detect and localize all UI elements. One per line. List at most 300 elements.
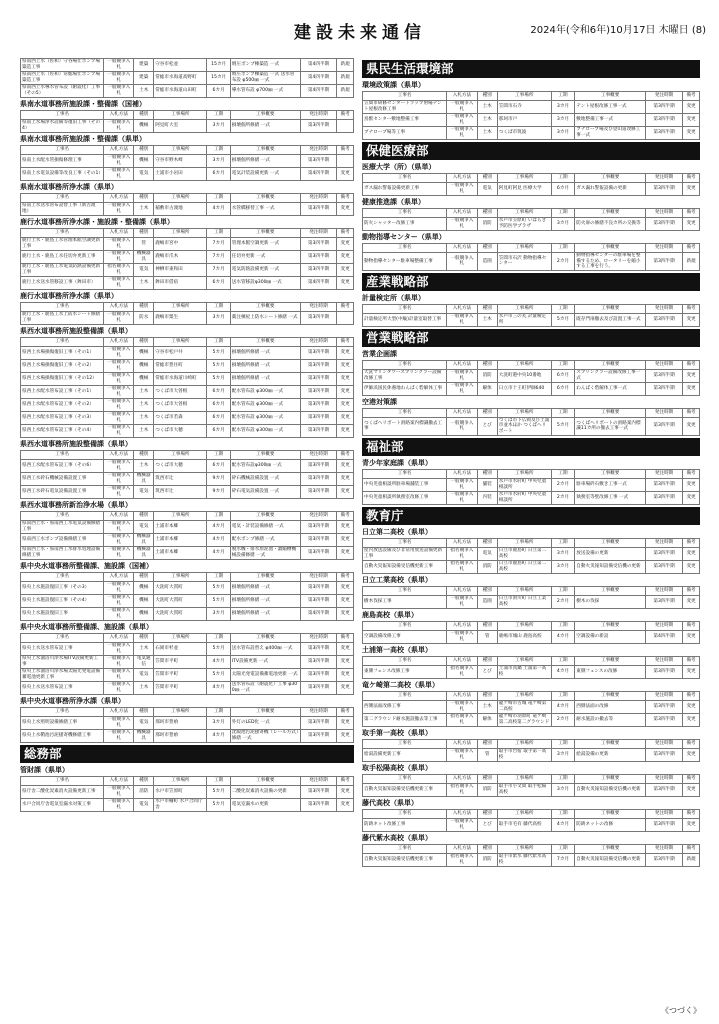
project-table <box>362 173 700 196</box>
table-cell: 一般競争入札 <box>447 313 477 326</box>
table-header-row <box>21 634 354 643</box>
table-cell: 第3四半期 <box>300 373 337 386</box>
table-cell: 自動火災報知設備受信機の更新 <box>575 853 646 866</box>
column-header: 工事概要 <box>575 174 646 183</box>
table-cell: 変更 <box>337 786 354 799</box>
table-cell: 一般競争入札 <box>447 382 477 395</box>
table-cell: 消防 <box>477 369 497 382</box>
table-cell: 一般競争入札 <box>447 417 477 435</box>
table-cell: 第4四半期 <box>300 85 337 98</box>
table-header-row <box>21 194 354 203</box>
table-cell: 一般競争入札 <box>104 717 134 730</box>
column-header: 工期 <box>551 408 575 417</box>
table-cell: 土木 <box>134 203 154 216</box>
table-cell: 東側フェンス改修工事 <box>363 665 447 678</box>
column-header: 工事概要 <box>575 586 646 595</box>
column-header: 発注時期 <box>646 656 683 665</box>
table-row <box>21 460 354 473</box>
table-cell: 新規 <box>337 72 354 85</box>
table-cell: 変更 <box>337 360 354 373</box>
table-row <box>363 700 700 713</box>
office-heading: 健康推進課（県単） <box>362 198 425 206</box>
table-cell: 一般競争入札 <box>447 748 477 761</box>
table-cell: 損壊個所修繕 一式 <box>230 608 300 621</box>
column-header: 工事概要 <box>230 708 300 717</box>
column-header: 工期 <box>207 451 230 460</box>
table-cell: 変更 <box>337 534 354 547</box>
table-cell: 変更 <box>683 183 700 196</box>
table-cell: 電気 <box>134 486 154 499</box>
table-cell: 機械器具 <box>134 534 154 547</box>
table-cell: 指名競争入札 <box>447 560 477 573</box>
office-heading: 環境政策課（県単） <box>362 81 425 89</box>
column-header: 発注時期 <box>300 338 337 347</box>
table-cell: 4カ月 <box>207 730 230 743</box>
table-cell: 消防 <box>134 786 154 799</box>
office-heading: 県西水道事務所施設整備課（県単） <box>20 327 132 335</box>
column-header: 工事概要 <box>575 691 646 700</box>
table-cell: 自動火災報知設備受信機の更新 <box>575 783 646 796</box>
table-cell: 4カ月 <box>207 521 230 534</box>
table-cell: 第3四半期 <box>300 399 337 412</box>
table-cell: 損壊個所修繕 一式 <box>230 373 300 386</box>
table-cell: 変更 <box>337 347 354 360</box>
table-cell: 変更 <box>337 473 354 486</box>
project-table <box>20 302 354 325</box>
table-cell: 第3四半期 <box>300 203 337 216</box>
table-cell: 土木 <box>477 313 497 326</box>
issue-date: 2024年(令和6年)10月17日 木曜日 (8) <box>530 25 706 36</box>
table-cell: 第3四半期 <box>300 643 337 656</box>
table-cell: 変更 <box>683 382 700 395</box>
column-header: 工事名 <box>21 229 104 238</box>
newspaper-title: 建設未来通信 <box>294 23 426 43</box>
table-cell: 県西上水場損傷復旧工事（その12） <box>21 373 104 386</box>
table-cell: 既存門扉撤去及び設置工事一式 <box>575 313 646 326</box>
column-header: 入札方法 <box>447 408 477 417</box>
column-header: 工事概要 <box>230 229 300 238</box>
table-header-row <box>21 146 354 155</box>
column-header: 工事名 <box>363 92 447 101</box>
column-header: 工事場所 <box>154 573 207 582</box>
column-header: 工事場所 <box>497 408 551 417</box>
table-header-row <box>21 777 354 786</box>
table-cell: 笠間市平町 <box>154 682 207 695</box>
table-cell: 指名競争入札 <box>447 713 477 726</box>
column-header: 工事概要 <box>230 194 300 203</box>
table-cell: 一般競争入札 <box>447 700 477 713</box>
table-cell: 一般競争入札 <box>104 399 134 412</box>
table-cell: 執務室等壁改修工事 一式 <box>575 491 646 504</box>
office-heading: 県中央水道事務所整備課、施設課（県単） <box>20 623 153 631</box>
office-heading: 県西水道事務所新治浄水場（県単） <box>20 501 132 509</box>
column-header: 工事名 <box>363 244 447 253</box>
column-header: 備考 <box>337 229 354 238</box>
table-cell: 第3四半期 <box>300 682 337 695</box>
table-cell: 変更 <box>337 717 354 730</box>
table-cell: 第3四半期 <box>646 853 683 866</box>
table-cell: 2カ月 <box>551 478 575 491</box>
table-cell: 変更 <box>337 799 354 812</box>
table-cell: 一般競争入札 <box>447 183 477 196</box>
table-cell: 一般競争入札 <box>104 412 134 425</box>
table-cell: 西側法面改修工事 <box>363 700 447 713</box>
table-cell: 配水管布設 φ300㎜ 一式 <box>230 412 300 425</box>
table-cell: 鉾田市借宿 <box>154 277 207 290</box>
column-header: 工事場所 <box>497 92 551 101</box>
table-cell: 笠間市石寺 <box>497 101 551 114</box>
table-cell: 第3四半期 <box>300 347 337 360</box>
table-cell: 県央上水照明設備修繕工事 <box>21 717 104 730</box>
table-row <box>363 783 700 796</box>
project-table <box>20 707 354 743</box>
table-cell: 変更 <box>337 460 354 473</box>
table-cell: 鹿行上水送水管移設工事（鉾田市） <box>21 277 104 290</box>
column-header: 備考 <box>683 691 700 700</box>
column-header: 工期 <box>207 777 230 786</box>
table-row <box>21 534 354 547</box>
column-header: 工事概要 <box>575 844 646 853</box>
table-row <box>363 713 700 726</box>
table-cell: 県西上水場損傷復旧工事（その1） <box>21 347 104 360</box>
column-header: 工事名 <box>21 451 104 460</box>
table-cell: 県西工水配水管布設工事（その6） <box>21 460 104 473</box>
column-header: 発注時期 <box>300 194 337 203</box>
table-cell: 舗装 <box>477 478 497 491</box>
table-cell: 一般競争入札 <box>104 168 134 181</box>
table-cell: 管 <box>477 748 497 761</box>
table-row <box>21 412 354 425</box>
column-header: 備考 <box>683 586 700 595</box>
department-heading: 産業戦略部 <box>362 273 700 291</box>
table-cell: 薬注棟屋上防水シート修繕 一式 <box>230 312 300 325</box>
column-header: 備考 <box>683 809 700 818</box>
table-cell: 4カ月 <box>551 700 575 713</box>
column-header: 備考 <box>337 573 354 582</box>
column-header: 工事概要 <box>575 621 646 630</box>
table-cell: 土木 <box>134 85 154 98</box>
column-header: 入札方法 <box>104 111 134 120</box>
table-cell: 15カ月 <box>207 72 230 85</box>
table-cell: つくば市筑波 <box>497 127 551 140</box>
table-cell: 第3四半期 <box>646 101 683 114</box>
table-cell: 那珂市豊喰 <box>154 730 207 743</box>
table-cell: 一般競争入札 <box>104 643 134 656</box>
office-heading: 空港対策課 <box>362 397 397 406</box>
column-header: 種別 <box>134 634 154 643</box>
column-header: 備考 <box>683 304 700 313</box>
column-header: 発注時期 <box>300 146 337 155</box>
table-cell: 水戸市笠原町 いばらき予防医学プラザ <box>497 218 551 231</box>
table-cell: 5カ月 <box>207 799 230 812</box>
column-header: 発注時期 <box>646 174 683 183</box>
column-header: 入札方法 <box>104 512 134 521</box>
table-row <box>21 386 354 399</box>
table-cell: 損壊個所修繕 一式 <box>230 155 300 168</box>
table-cell: 変更 <box>683 700 700 713</box>
table-cell: 変更 <box>337 168 354 181</box>
table-cell: 解体 <box>477 713 497 726</box>
table-cell: 水戸市柵町 水戸合同庁舎 <box>154 799 207 812</box>
column-header: 備考 <box>337 303 354 312</box>
table-cell: 管 <box>134 238 154 251</box>
column-header: 工事場所 <box>154 229 207 238</box>
column-header: 工事場所 <box>497 244 551 253</box>
column-header: 工事概要 <box>575 656 646 665</box>
table-cell: 6カ月 <box>207 425 230 438</box>
table-row <box>21 799 354 812</box>
column-header: 備考 <box>683 174 700 183</box>
column-header: 発注時期 <box>646 691 683 700</box>
office-heading: 藤代紫水高校（県単） <box>362 833 432 842</box>
project-table <box>362 469 700 505</box>
table-cell: 県西上水場損傷復旧工事（その2） <box>21 360 104 373</box>
project-table <box>20 58 354 98</box>
table-cell: 第3四半期 <box>646 382 683 395</box>
table-cell: 指名競争入札 <box>104 264 134 277</box>
table-cell: 変更 <box>683 560 700 573</box>
table-cell: つくば市大穂 <box>154 460 207 473</box>
column-header: 工事概要 <box>575 809 646 818</box>
column-header: 工期 <box>551 360 575 369</box>
table-cell: 県央上水鞘池汚泥搔寄機修繕工事 <box>21 730 104 743</box>
table-cell <box>337 155 354 168</box>
table-cell: つくば市若森 <box>154 412 207 425</box>
table-cell: 防水 <box>134 312 154 325</box>
table-cell: 一般競争入札 <box>447 369 477 382</box>
column-header: 備考 <box>683 408 700 417</box>
table-cell: 防火扉の修繕不良カ所の交換等 <box>575 218 646 231</box>
column-header: 入札方法 <box>447 691 477 700</box>
table-cell: 第3四半期 <box>300 425 337 438</box>
column-header: 工事名 <box>21 777 104 786</box>
table-cell: つくば市大穂 <box>154 425 207 438</box>
table-cell: 電気通信 <box>134 656 154 669</box>
table-cell: 5カ月 <box>207 595 230 608</box>
table-cell: 6カ月 <box>207 168 230 181</box>
table-cell: 一般競争入札 <box>104 120 134 133</box>
table-cell: 水戸市笠原町 <box>154 786 207 799</box>
column-header: 発注時期 <box>646 244 683 253</box>
table-cell: 変更 <box>683 665 700 678</box>
column-header: 入札方法 <box>447 621 477 630</box>
table-cell: 5カ月 <box>207 669 230 682</box>
table-cell: 大洗町大貫町 <box>154 608 207 621</box>
column-header: 工事概要 <box>575 774 646 783</box>
table-cell: 配水管布設 φ300㎜ 一式 <box>230 399 300 412</box>
table-cell: 鹿嶋市爪木 <box>154 251 207 264</box>
table-row <box>363 478 700 491</box>
table-cell: 6カ月 <box>551 382 575 395</box>
table-cell: 第3四半期 <box>300 534 337 547</box>
table-cell: 5カ月 <box>207 582 230 595</box>
table-cell: 第4四半期 <box>300 277 337 290</box>
table-cell: 計量検定所大型(中級)計量室取替工事 <box>363 313 447 326</box>
table-cell: 鹿嶋市粟生 <box>154 312 207 325</box>
table-cell: 3カ月 <box>551 783 575 796</box>
office-heading: 鹿行水道事務所浄水課（県単） <box>20 292 118 300</box>
table-cell: 変更 <box>337 656 354 669</box>
column-header: 種別 <box>477 304 497 313</box>
table-cell: 一般競争入札 <box>104 360 134 373</box>
table-cell: 防火シャッター改修工事 <box>363 218 447 231</box>
department-heading: 保健医療部 <box>362 142 700 160</box>
table-cell: ガス漏れ警報設備の更新 <box>575 183 646 196</box>
column-header: 工事概要 <box>575 538 646 547</box>
column-header: 発注時期 <box>646 774 683 783</box>
table-cell: 第3四半期 <box>300 120 337 133</box>
column-header: 工事概要 <box>230 111 300 120</box>
column-header: 発注時期 <box>300 634 337 643</box>
table-cell: 電気計装設備更新 一式 <box>230 168 300 181</box>
table-cell: 変更 <box>683 713 700 726</box>
table-cell: 第3四半期 <box>300 460 337 473</box>
table-cell: 変更 <box>337 264 354 277</box>
table-cell: 電気防熱設備更新 一式 <box>230 264 300 277</box>
table-row <box>363 560 700 573</box>
column-header: 発注時期 <box>646 304 683 313</box>
column-header: 工事名 <box>363 360 447 369</box>
table-cell: 電気・計装設備修繕 一式 <box>230 521 300 534</box>
project-table <box>362 774 700 797</box>
office-heading: 医療大学（所）（県単） <box>362 163 436 171</box>
table-cell: 変更 <box>337 373 354 386</box>
column-header: 工期 <box>207 146 230 155</box>
office-heading: 藤代高校（県単） <box>362 798 418 807</box>
table-cell: テント屋根改修工事一式 <box>575 101 646 114</box>
table-cell: 造園 <box>477 595 497 608</box>
column-header: 工期 <box>551 304 575 313</box>
column-header: 工事名 <box>21 634 104 643</box>
table-cell: 土木 <box>477 127 497 140</box>
table-cell: 一般競争入札 <box>447 114 477 127</box>
project-table <box>20 193 354 216</box>
column-header: 種別 <box>477 774 497 783</box>
column-header: 工事概要 <box>230 573 300 582</box>
table-cell: 水管橋移替工事 一式 <box>230 203 300 216</box>
table-cell: 第3四半期 <box>300 251 337 264</box>
table-cell: 一般競争入札 <box>447 101 477 114</box>
column-header: 工事概要 <box>230 338 300 347</box>
column-header: 入札方法 <box>104 573 134 582</box>
column-header: 工事名 <box>363 469 447 478</box>
column-header: 工期 <box>551 586 575 595</box>
table-cell: 変更 <box>683 218 700 231</box>
column-header: 入札方法 <box>447 538 477 547</box>
table-cell: 変更 <box>683 114 700 127</box>
column-header: 備考 <box>683 209 700 218</box>
table-cell: 一般競争入札 <box>104 786 134 799</box>
column-header: 種別 <box>134 303 154 312</box>
table-cell: 県南西上水導水管布設（耐震化）工事（その5） <box>21 85 104 98</box>
table-cell: 第3四半期 <box>646 253 683 271</box>
project-table <box>20 450 354 499</box>
table-cell: 一般競争入札 <box>447 127 477 140</box>
table-cell: 鹿行上水・鹿島工水任切弁更新工事 <box>21 251 104 264</box>
table-cell: 変更 <box>683 595 700 608</box>
table-cell: ITV設備更新 一式 <box>230 656 300 669</box>
table-header-row <box>363 538 700 547</box>
table-header-row <box>21 451 354 460</box>
column-header: 種別 <box>477 92 497 101</box>
table-cell: 4カ月 <box>551 630 575 643</box>
table-cell: 自動火災報知設備受信機の更新 <box>575 560 646 573</box>
table-cell: 土木 <box>134 643 154 656</box>
table-row <box>21 72 354 85</box>
column-header: 入札方法 <box>447 304 477 313</box>
table-cell: 那珂市戸 <box>497 114 551 127</box>
column-header: 発注時期 <box>646 469 683 478</box>
table-cell: ブナロープ場等工事 <box>363 127 447 140</box>
table-cell: つくば市下広岡及び土浦市並木ほか つくばヘリポート <box>498 417 550 434</box>
table-cell: 第3四半期 <box>646 491 683 504</box>
table-cell: 6カ月 <box>207 277 230 290</box>
table-cell: 自動火災報知設備受信機更新工事 <box>363 783 447 796</box>
column-header: 発注時期 <box>300 451 337 460</box>
table-cell: 守谷市野木崎 <box>154 155 207 168</box>
table-cell: 一般競争入札 <box>104 669 134 682</box>
table-cell: 水戸市三の丸 計量検定所 <box>497 313 551 326</box>
table-cell: 変更 <box>337 582 354 595</box>
project-table <box>362 656 700 679</box>
table-cell: 機械 <box>134 582 154 595</box>
table-cell: 6カ月 <box>207 399 230 412</box>
table-row <box>21 360 354 373</box>
table-row <box>363 547 700 560</box>
table-header-row <box>363 656 700 665</box>
table-cell: 変更 <box>683 369 700 382</box>
column-header: 発注時期 <box>646 360 683 369</box>
table-cell: 6カ月 <box>551 183 575 196</box>
column-header: 工事概要 <box>230 303 300 312</box>
project-table <box>362 408 700 436</box>
table-cell: 消防 <box>477 218 497 231</box>
table-cell: 変更 <box>337 425 354 438</box>
table-cell: 機械 <box>134 608 154 621</box>
column-header: 入札方法 <box>447 209 477 218</box>
office-heading: 土浦第一高校（県単） <box>362 645 432 654</box>
table-row <box>21 238 354 251</box>
column-header: 工期 <box>207 512 230 521</box>
table-cell: 鹿行上水・鹿島工水上防水シート修繕工事 <box>21 312 104 325</box>
office-heading: 管財課（県単） <box>20 766 69 774</box>
column-header: 工事場所 <box>497 209 551 218</box>
table-cell: 第4四半期 <box>300 59 337 72</box>
table-cell: 県央上水涸沼川浄水場ITV設備更新工事 <box>21 656 104 669</box>
column-header: 備考 <box>337 634 354 643</box>
column-header: 発注時期 <box>300 303 337 312</box>
table-cell: 5カ月 <box>207 347 230 360</box>
table-row <box>21 168 354 181</box>
table-row <box>21 373 354 386</box>
table-cell: 大洗町大貫町 <box>154 582 207 595</box>
table-cell: 変更 <box>337 643 354 656</box>
table-cell: 土浦市小岩田 <box>154 168 207 181</box>
column-header: 工事名 <box>363 656 447 665</box>
table-cell: 機械器具 <box>134 251 154 264</box>
office-heading: 県西水道事務所施設整備課（県単） <box>20 440 132 448</box>
table-cell: 一般競争入札 <box>104 460 134 473</box>
table-cell: ブナロープ場及び登山道改修工事一式 <box>575 127 646 140</box>
table-cell: 県西上水配水管布設工事（その3） <box>21 412 104 425</box>
column-header: 発注時期 <box>646 408 683 417</box>
project-table <box>362 691 700 727</box>
table-cell: 県央上水施設復旧工事 <box>21 608 104 621</box>
table-row <box>363 665 700 678</box>
table-cell: 損壊個所修繕 一式 <box>230 120 300 133</box>
table-cell: 第3四半期 <box>300 799 337 812</box>
table-cell: 一般競争入札 <box>104 238 134 251</box>
